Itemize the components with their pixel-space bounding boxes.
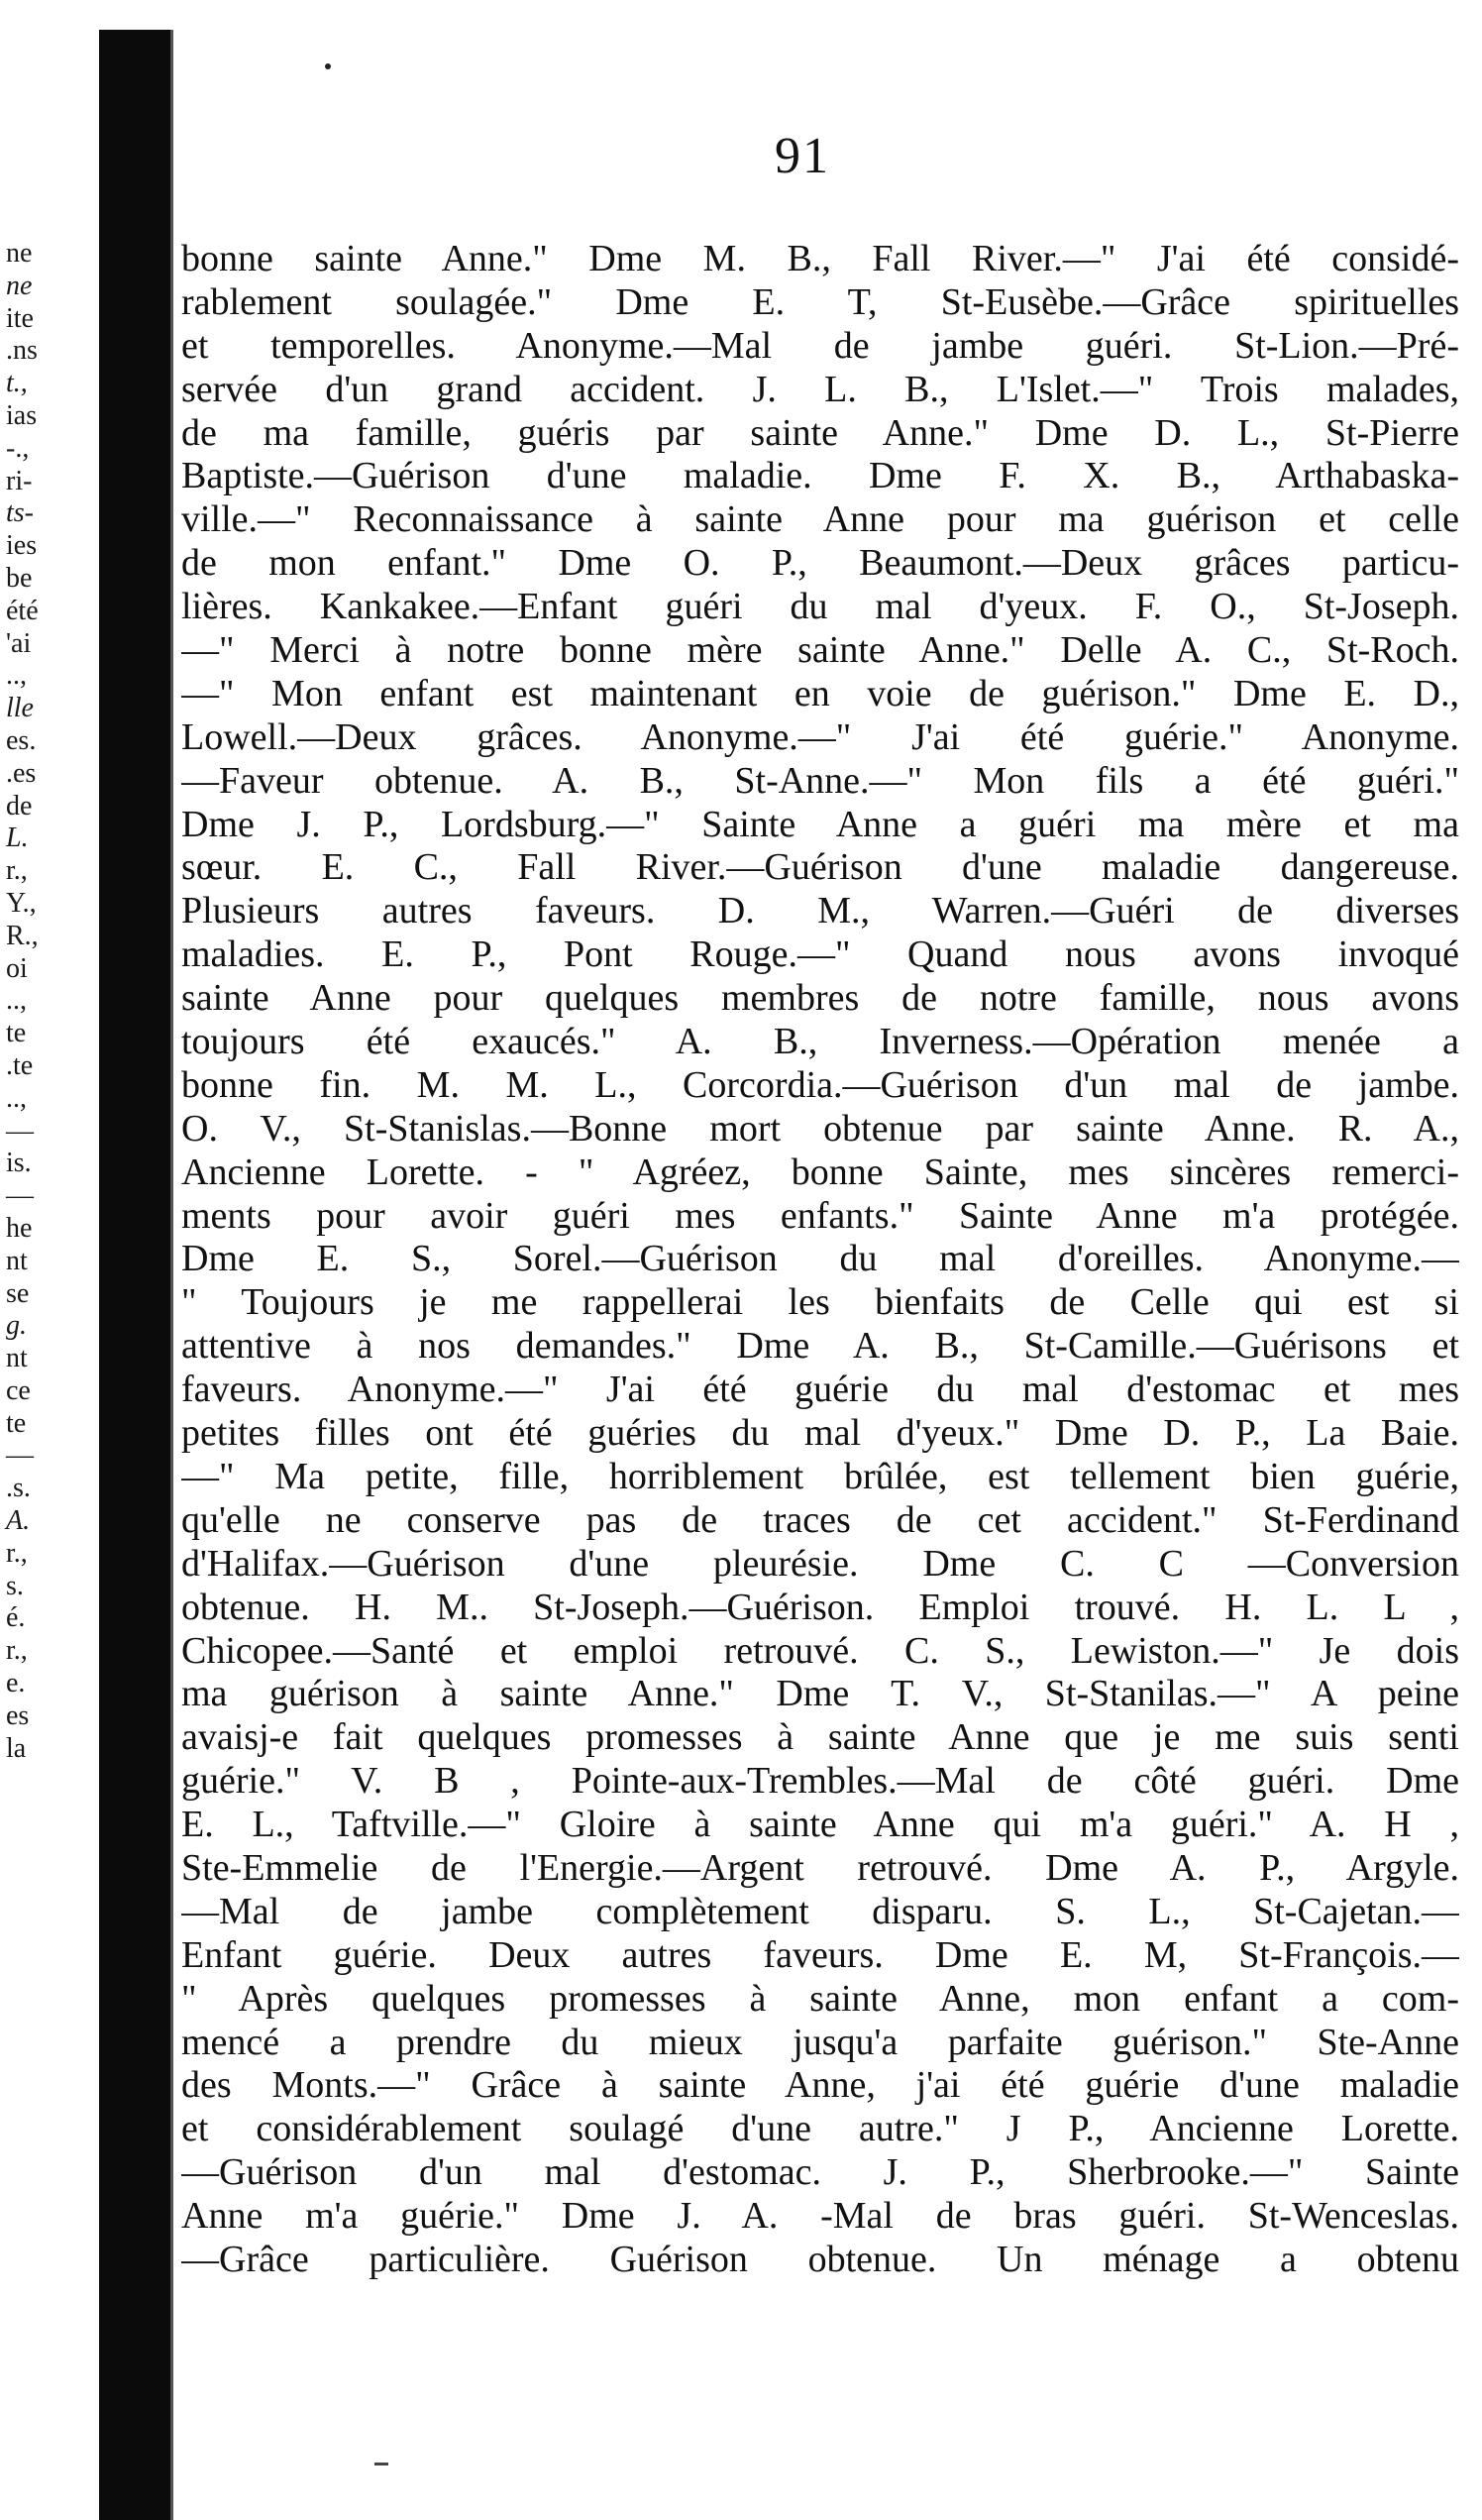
- margin-fragment: r.,: [6, 1635, 28, 1667]
- margin-fragment: —: [6, 1115, 34, 1147]
- facing-page-fragments: [6, 238, 85, 1765]
- text-line: mencé a prendre du mieux jusqu'a parfaite guérison." Ste-Anne: [181, 2021, 1459, 2063]
- margin-fragment: été: [6, 595, 39, 626]
- text-line: —Grâce particulière. Guérison obtenue. Un ménage a obtenu: [181, 2238, 1459, 2280]
- margin-fragment: ..,: [6, 985, 27, 1017]
- margin-fragment: nt: [6, 1245, 28, 1276]
- text-line: ville.—" Reconnaissance à sainte Anne pour ma guérison et celle: [181, 498, 1459, 541]
- text-line: —" Ma petite, fille, horriblement brûlée, est tellement bien guérie,: [181, 1455, 1459, 1497]
- margin-fragment: —: [6, 1180, 34, 1212]
- text-line: d'Halifax.—Guérison d'une pleurésie. Dme C. C —Conversion: [181, 1542, 1459, 1585]
- margin-fragment: ri-: [6, 465, 33, 496]
- text-line: E. L., Taftville.—" Gloire à sainte Anne qui m'a guéri." A. H ,: [181, 1804, 1459, 1846]
- text-line: sainte Anne pour quelques membres de notre famille, nous avons: [181, 977, 1459, 1020]
- margin-fragment: se: [6, 1277, 30, 1309]
- margin-fragment: nt: [6, 1343, 28, 1374]
- margin-fragment: lle: [6, 693, 34, 724]
- text-line: Lowell.—Deux grâces. Anonyme.—" J'ai été guérie." Anonyme.: [181, 715, 1459, 758]
- text-line: —" Merci à notre bonne mère sainte Anne." Delle A. C., St-Roch.: [181, 629, 1459, 672]
- text-line: Dme J. P., Lordsburg.—" Sainte Anne a guéri ma mère et ma: [181, 803, 1459, 845]
- margin-fragment: ite: [6, 302, 34, 334]
- text-line: attentive à nos demandes." Dme A. B., St-Camille.—Guérisons et: [181, 1325, 1459, 1368]
- text-line: Chicopee.—Santé et emploi retrouvé. C. S., Lewiston.—" Je dois: [181, 1629, 1459, 1672]
- margin-fragment: .es: [6, 757, 37, 789]
- margin-fragment: -.,: [6, 432, 30, 464]
- margin-fragment: ias: [6, 399, 38, 431]
- margin-fragment: be: [6, 562, 33, 594]
- text-line: toujours été exaucés." A. B., Inverness.—Opération menée a: [181, 1021, 1459, 1063]
- margin-fragment: R.,: [6, 920, 39, 951]
- text-line: ma guérison à sainte Anne." Dme T. V., St-Stanilas.—" A peine: [181, 1673, 1459, 1715]
- text-line: qu'elle ne conserve pas de traces de cet accident." St-Ferdinand: [181, 1498, 1459, 1541]
- text-line: avaisj-e fait quelques promesses à sainte Anne que je me suis senti: [181, 1716, 1459, 1759]
- margin-fragment: e.: [6, 1668, 26, 1699]
- text-line: bonne fin. M. M. L., Corcordia.—Guérison d'un mal de jambe.: [181, 1063, 1459, 1106]
- margin-fragment: t.,: [6, 368, 28, 399]
- text-line: des Monts.—" Grâce à sainte Anne, j'ai été guérie d'une maladie: [181, 2064, 1459, 2107]
- text-line: Ancienne Lorette. - " Agréez, bonne Sainte, mes sincères remerci-: [181, 1150, 1459, 1193]
- text-line: maladies. E. P., Pont Rouge.—" Quand nous avons invoqué: [181, 933, 1459, 976]
- margin-fragment: .te: [6, 1049, 34, 1081]
- text-line: Plusieurs autres faveurs. D. M., Warren.—Guéri de diverses: [181, 890, 1459, 932]
- text-line: de ma famille, guéris par sainte Anne." Dme D. L., St-Pierre: [181, 411, 1459, 454]
- text-line: —" Mon enfant est maintenant en voie de guérison." Dme E. D.,: [181, 672, 1459, 714]
- text-line: bonne sainte Anne." Dme M. B., Fall River.—" J'ai été considé-: [181, 238, 1459, 279]
- margin-fragment: ..,: [6, 660, 27, 692]
- text-line: Baptiste.—Guérison d'une maladie. Dme F. X. B., Arthabaska-: [181, 455, 1459, 497]
- margin-fragment: he: [6, 1212, 33, 1244]
- margin-fragment: .s.: [6, 1473, 31, 1504]
- book-spine-shadow: [99, 30, 170, 2520]
- margin-fragment: .ns: [6, 335, 38, 367]
- margin-fragment: ies: [6, 530, 38, 562]
- margin-fragment: oi: [6, 952, 28, 984]
- text-line: faveurs. Anonyme.—" J'ai été guérie du mal d'estomac et mes: [181, 1369, 1459, 1411]
- margin-fragment: es.: [6, 724, 37, 756]
- text-line: guérie." V. B , Pointe-aux-Trembles.—Mal de côté guéri. Dme: [181, 1760, 1459, 1803]
- text-line: " Après quelques promesses à sainte Anne, mon enfant a com-: [181, 1977, 1459, 2020]
- body-text: [181, 238, 1459, 2282]
- margin-fragment: é.: [6, 1602, 26, 1634]
- margin-fragment: 'ai: [6, 627, 32, 659]
- margin-fragment: ne: [6, 270, 33, 301]
- text-line: obtenue. H. M.. St-Joseph.—Guérison. Emploi trouvé. H. L. L ,: [181, 1586, 1459, 1628]
- text-line: —Mal de jambe complètement disparu. S. L., St-Cajetan.—: [181, 1890, 1459, 1932]
- text-line: de mon enfant." Dme O. P., Beaumont.—Deux grâces particu-: [181, 542, 1459, 585]
- margin-fragment: ne: [6, 238, 33, 269]
- text-line: —Faveur obtenue. A. B., St-Anne.—" Mon fils a été guéri.": [181, 759, 1459, 802]
- margin-fragment: te: [6, 1407, 27, 1439]
- text-line: Enfant guérie. Deux autres faveurs. Dme E. M, St-François.—: [181, 1933, 1459, 1976]
- text-line: sœur. E. C., Fall River.—Guérison d'une maladie dangereuse.: [181, 846, 1459, 889]
- page-number: 91: [775, 128, 830, 184]
- margin-fragment: ts-: [6, 497, 34, 529]
- ink-speck: [325, 63, 331, 69]
- margin-fragment: ..,: [6, 1082, 27, 1114]
- margin-fragment: te: [6, 1018, 27, 1049]
- text-line: rablement soulagée." Dme E. T, St-Eusèbe.—Grâce spirituelles: [181, 280, 1459, 323]
- margin-fragment: is.: [6, 1148, 32, 1179]
- text-line: servée d'un grand accident. J. L. B., L'Islet.—" Trois malades,: [181, 368, 1459, 410]
- text-line: Dme E. S., Sorel.—Guérison du mal d'oreilles. Anonyme.—: [181, 1238, 1459, 1280]
- spine-edge: [170, 30, 173, 2520]
- text-line: petites filles ont été guéries du mal d'yeux." Dme D. P., La Baie.: [181, 1412, 1459, 1455]
- margin-fragment: de: [6, 790, 33, 822]
- ink-mark: [374, 2463, 388, 2465]
- text-line: Anne m'a guérie." Dme J. A. -Mal de bras guéri. St-Wenceslas.: [181, 2195, 1459, 2238]
- margin-fragment: g.: [6, 1310, 27, 1342]
- margin-fragment: A.: [6, 1505, 31, 1537]
- margin-fragment: ce: [6, 1374, 31, 1406]
- text-line: —Guérison d'un mal d'estomac. J. P., Sherbrooke.—" Sainte: [181, 2151, 1459, 2194]
- text-line: lières. Kankakee.—Enfant guéri du mal d'yeux. F. O., St-Joseph.: [181, 586, 1459, 628]
- margin-fragment: es: [6, 1699, 30, 1731]
- margin-fragment: r.,: [6, 1537, 28, 1569]
- text-line: " Toujours je me rappellerai les bienfaits de Celle qui est si: [181, 1281, 1459, 1324]
- margin-fragment: L.: [6, 822, 29, 854]
- text-line: et considérablement soulagé d'une autre." J P., Ancienne Lorette.: [181, 2108, 1459, 2150]
- margin-fragment: la: [6, 1732, 27, 1764]
- text-line: Ste-Emmelie de l'Energie.—Argent retrouvé. Dme A. P., Argyle.: [181, 1846, 1459, 1889]
- margin-fragment: r.,: [6, 855, 28, 887]
- text-line: O. V., St-Stanislas.—Bonne mort obtenue par sainte Anne. R. A.,: [181, 1107, 1459, 1150]
- text-line: ments pour avoir guéri mes enfants." Sainte Anne m'a protégée.: [181, 1194, 1459, 1237]
- margin-fragment: s.: [6, 1570, 24, 1601]
- text-line: et temporelles. Anonyme.—Mal de jambe guéri. St-Lion.—Pré-: [181, 324, 1459, 367]
- margin-fragment: —: [6, 1440, 34, 1472]
- margin-fragment: Y.,: [6, 887, 37, 919]
